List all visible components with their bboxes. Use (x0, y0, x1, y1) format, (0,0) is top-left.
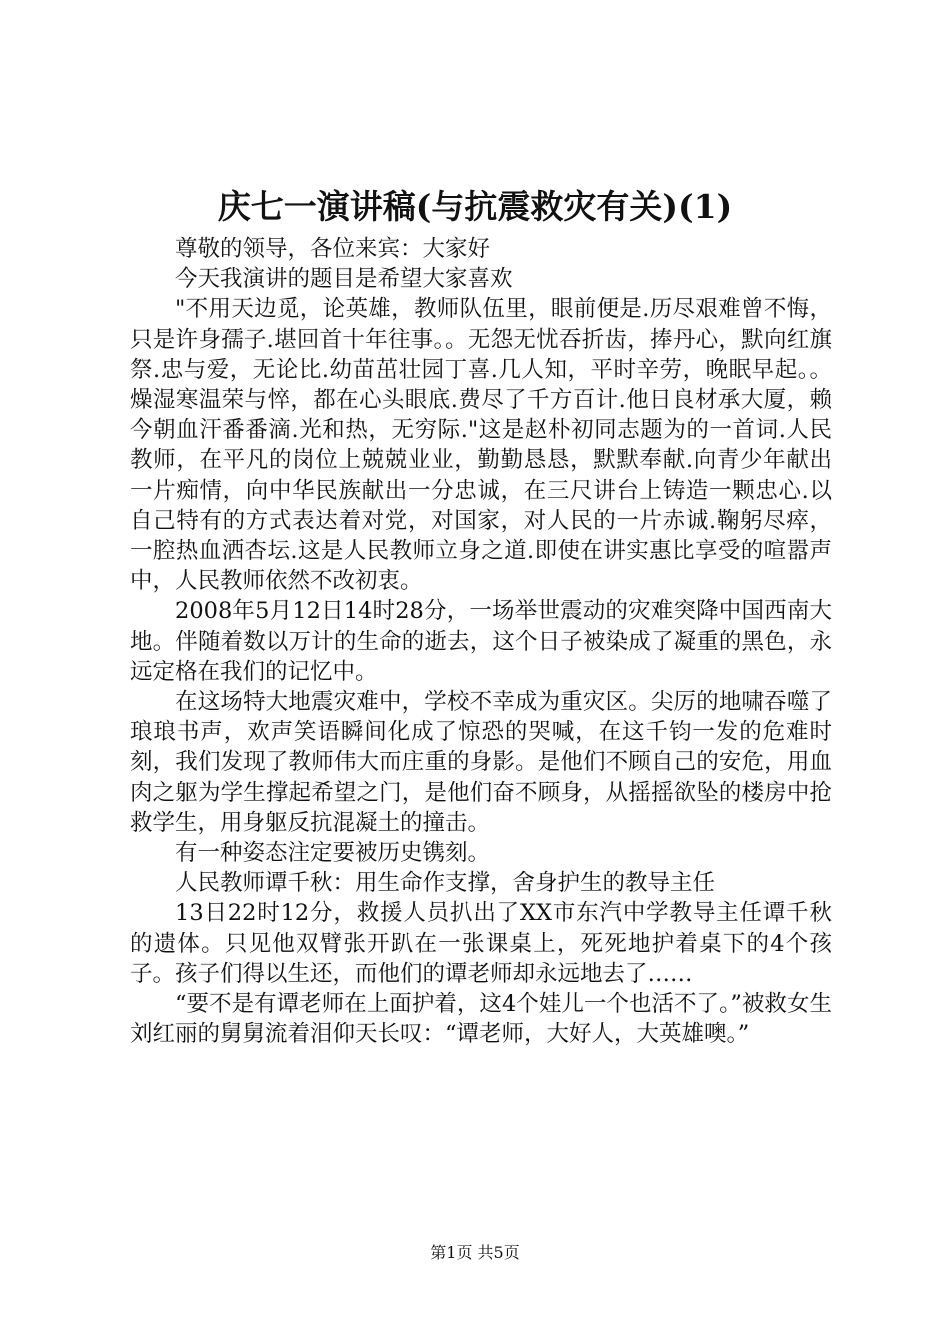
document-title: 庆七一演讲稿(与抗震救灾有关)(1) (217, 187, 733, 226)
paragraph-schools: 在这场特大地震灾难中，学校不幸成为重灾区。尖厉的地啸吞噬了琅琅书声，欢声笑语瞬间化成了惊恐的哭喊，在这千钧一发的危难时刻，我们发现了教师伟大而庄重的身影。是他们不顾自己的安危，用血肉之躯为学生撑起希望之门，是他们奋不顾身，从摇摇欲坠的楼房中抢救学生，用身躯反抗混凝土的撞击。 (130, 689, 832, 836)
paragraph-greeting: 尊敬的领导，各位来宾：大家好 (175, 236, 491, 262)
paragraph-poem: "不用天边觅，论英雄，教师队伍里，眼前便是.历尽艰难曾不悔，只是许身孺子.堪回首十年往事。。无怨无忧吞折齿，捧丹心，默向红旗祭.忠与爱，无论比.幼苗茁壮园丁喜.几人知，平时辛劳，晚眠早起。。燥湿寒温荣与悴，都在心头眼底.费尽了千方百计.他日良材承大厦，赖今朝血汗番番滴.光和热，无穷际."这是赵朴初同志题为的一首词.人民教师，在平凡的岗位上兢兢业业，勤勤恳恳，默默奉献.向青少年献出一片痴情，向中华民族献出一分忠诚，在三尺讲台上铸造一颗忠心.以自己特有的方式表达着对党，对国家，对人民的一片赤诚.鞠躬尽瘁，一腔热血洒杏坛.这是人民教师立身之道.即使在讲实惠比享受的喧嚣声中，人民教师依然不改初衷。 (130, 296, 832, 595)
paragraph-rescue: 13日22时12分，救援人员扒出了XX市东汽中学教导主任谭千秋的遗体。只见他双臂张开趴在一张课桌上，死死地护着桌下的4个孩子。孩子们得以生还，而他们的谭老师却永远地去了…… (130, 900, 832, 987)
page-footer: 第1页 共5页 (430, 1243, 520, 1262)
paragraph-quote: “要不是有谭老师在上面护着，这4个娃儿一个也活不了。”被救女生刘红丽的舅舅流着泪仰天长叹：“谭老师，大好人，大英雄噢。” (130, 991, 832, 1048)
paragraph-posture: 有一种姿态注定要被历史镌刻。 (175, 840, 491, 867)
paragraph-teacher-heading: 人民教师谭千秋：用生命作支撑，舍身护生的教导主任 (175, 870, 716, 897)
paragraph-earthquake: 2008年5月12日14时28分，一场举世震动的灾难突降中国西南大地。伴随着数以万计的生命的逝去，这个日子被染成了凝重的黑色，永远定格在我们的记忆中。 (130, 598, 832, 685)
document-body (130, 234, 832, 1049)
paragraph-topic: 今天我演讲的题目是希望大家喜欢 (175, 266, 513, 293)
